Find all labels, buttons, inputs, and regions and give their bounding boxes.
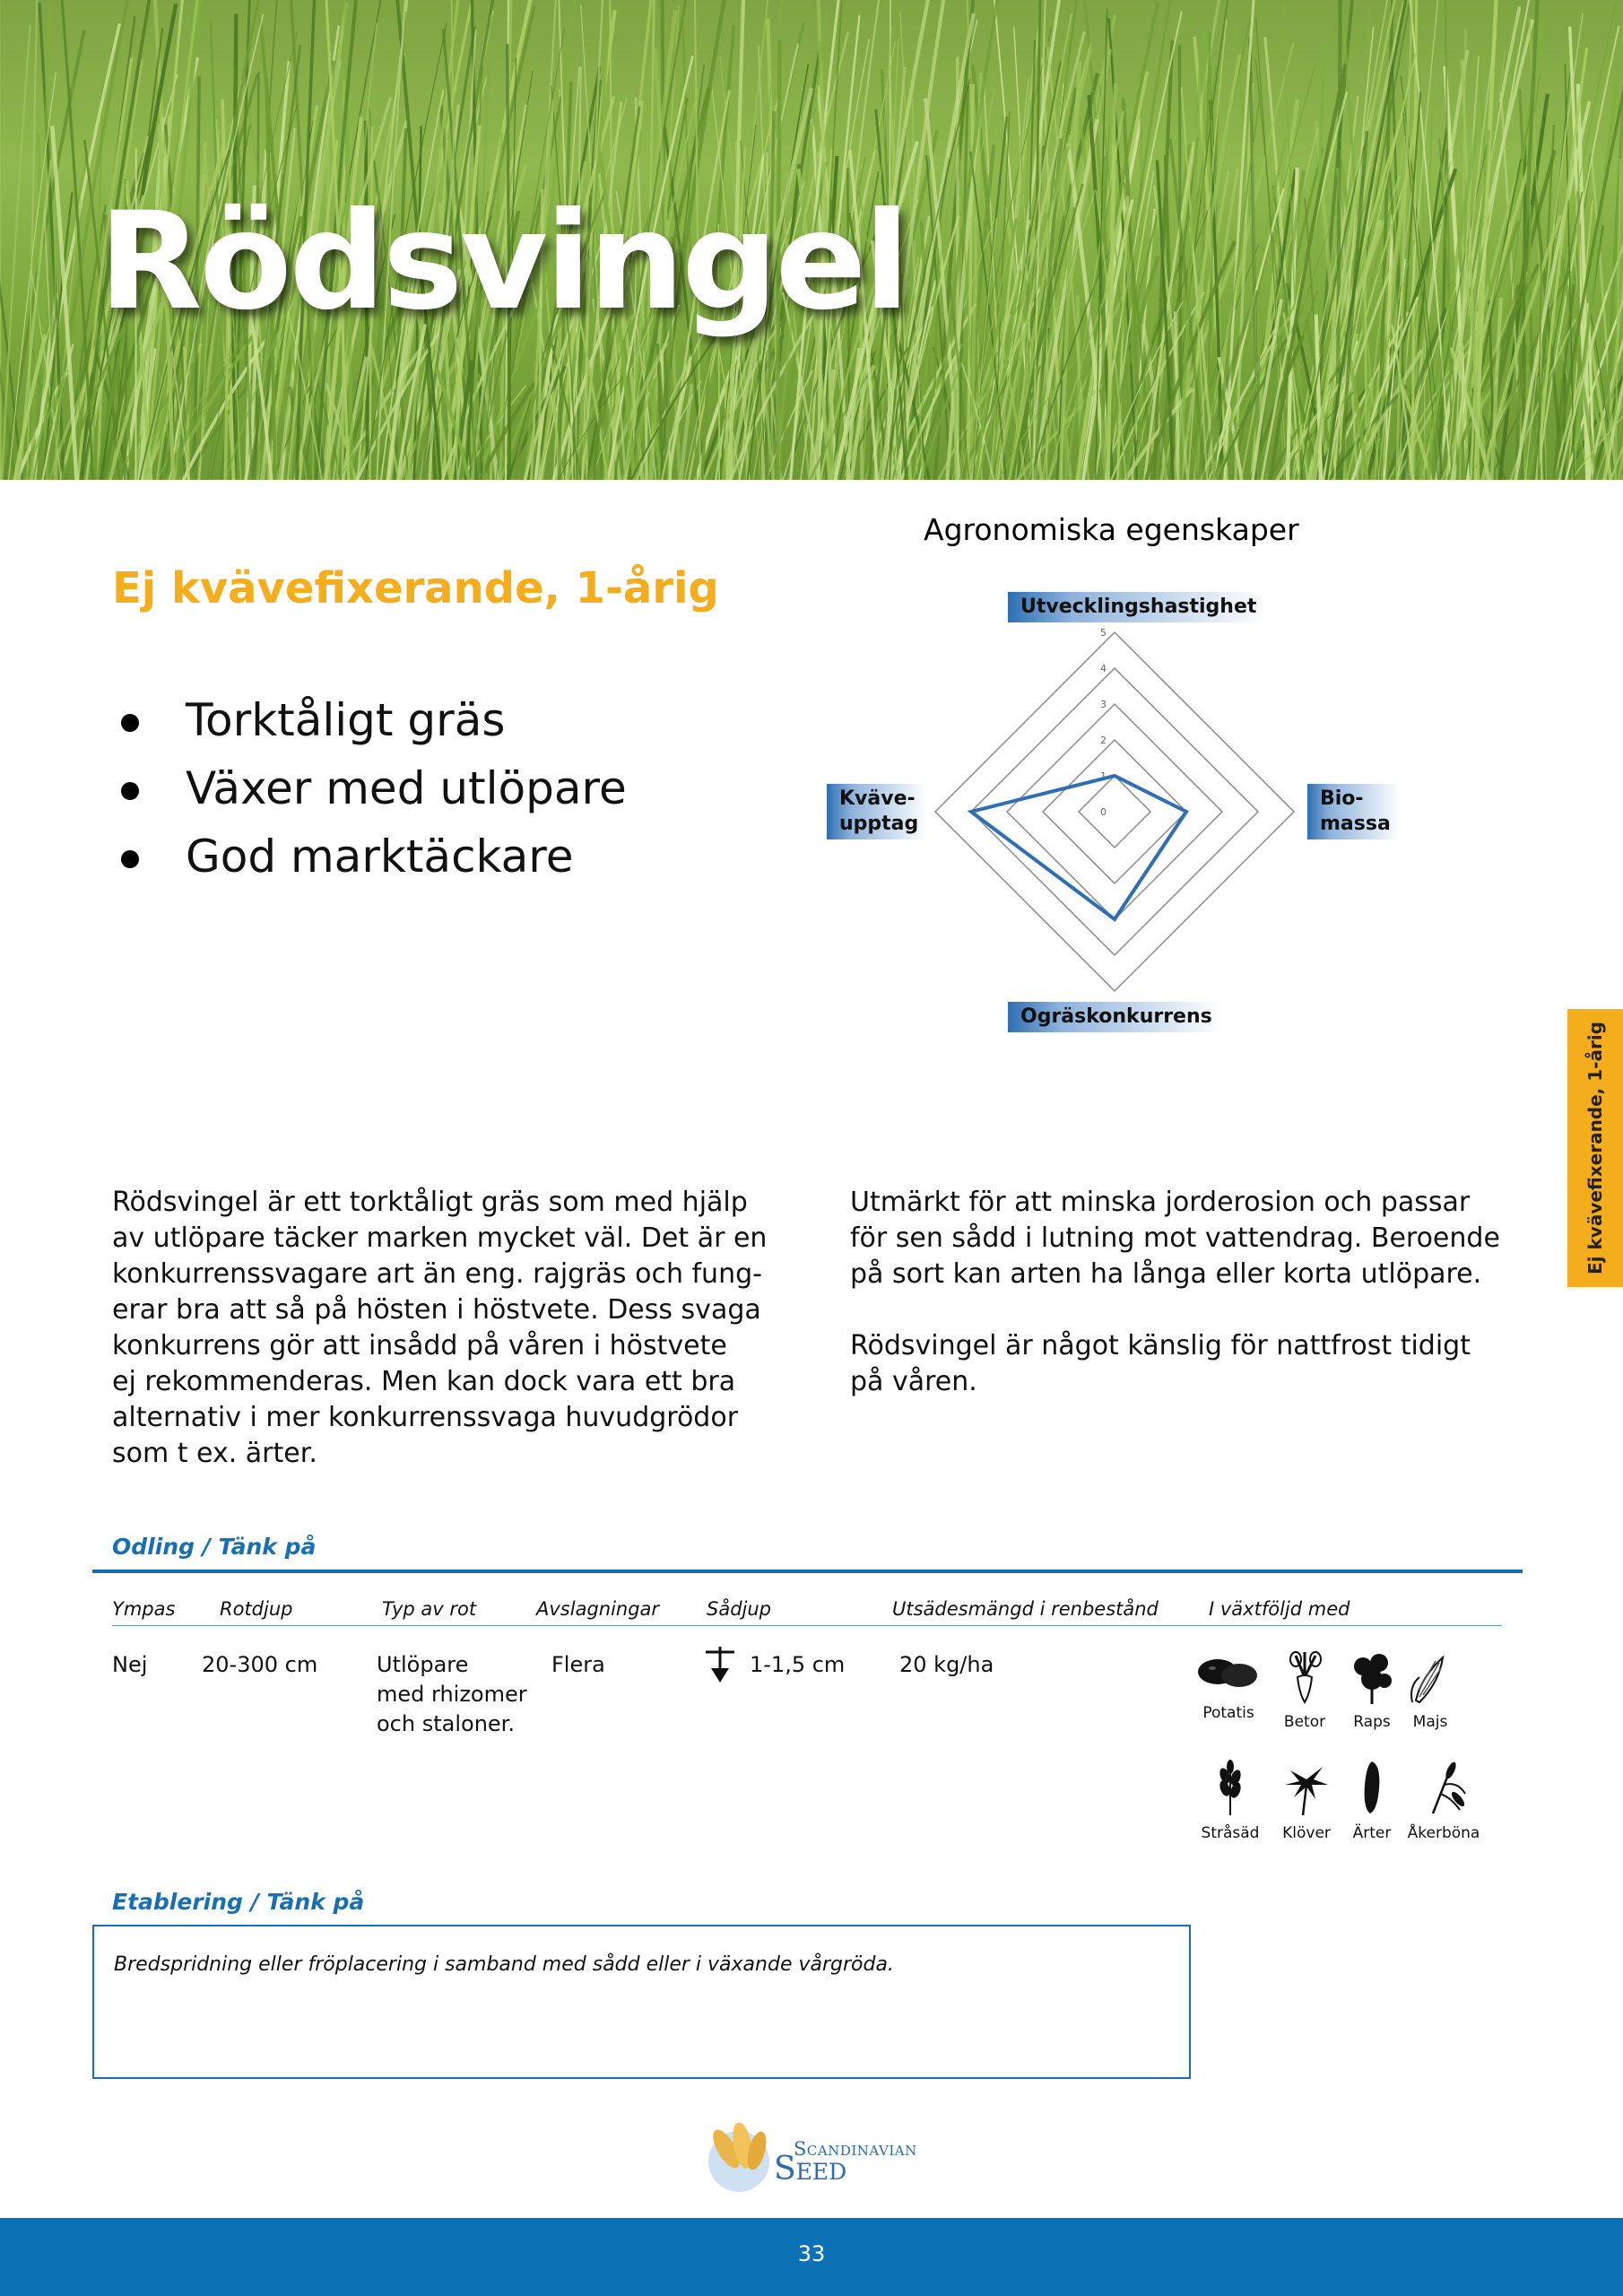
text-line: alternativ i mer konkurrenssvaga huvudgrödor — [112, 1402, 739, 1433]
text-line: och staloner. — [377, 1711, 515, 1736]
feature-item: God marktäckare — [112, 822, 627, 891]
axis-label-top: Utvecklingshastighet — [1008, 592, 1265, 622]
feature-item: Torktåligt gräs — [112, 686, 627, 754]
section-divider — [92, 1570, 1523, 1573]
radar-tick-label: 5 — [1100, 627, 1107, 639]
axis-label-bottom: Ogräskonkurrens — [1008, 1002, 1221, 1032]
text-line: på våren. — [850, 1366, 977, 1397]
axis-label-left — [827, 784, 927, 839]
axis-label-left-line2: upptag — [839, 813, 919, 835]
wheat-logo-icon — [699, 2115, 780, 2196]
beet-icon — [1278, 1650, 1332, 1706]
feature-list — [112, 686, 627, 891]
radar-grid-ring — [935, 632, 1294, 991]
crop-label: Majs — [1412, 1713, 1448, 1731]
axis-label-right-line1: Bio- — [1320, 787, 1364, 810]
crop-arter — [1332, 1758, 1412, 1842]
side-tab-label: Ej kvävefixerande, 1-årig — [1584, 1022, 1606, 1274]
grass-blade — [1103, 156, 1105, 480]
crop-label: Raps — [1353, 1713, 1391, 1731]
radar-tick-label: 1 — [1100, 770, 1107, 782]
etablering-box — [92, 1925, 1191, 2079]
crop-label: Ärter — [1352, 1824, 1392, 1842]
text-line: Rödsvingel är ett torktåligt gräs som med hjälp — [112, 1187, 748, 1218]
value-utsadesmangd: 20 kg/ha — [899, 1652, 994, 1677]
col-sadjup: Sådjup — [707, 1598, 772, 1620]
radar-tick-label: 3 — [1100, 699, 1107, 710]
footer-bar — [0, 2218, 1623, 2296]
odling-title: Odling / Tänk på — [112, 1534, 317, 1560]
page-number: 33 — [797, 2241, 826, 2266]
pea-pod-icon — [1345, 1758, 1399, 1817]
col-vaxtfoljd: I växtföljd med — [1209, 1598, 1350, 1620]
grain-icon — [1203, 1758, 1257, 1817]
text-line: som t ex. ärter. — [112, 1438, 317, 1469]
table-header-rule — [112, 1625, 1502, 1626]
feature-item: Växer med utlöpare — [112, 754, 627, 822]
crop-label: Betor — [1283, 1713, 1326, 1731]
col-rotdjup: Rotdjup — [220, 1598, 293, 1620]
field-bean-icon — [1417, 1758, 1471, 1817]
crop-akerbona — [1403, 1758, 1484, 1842]
radar-grid — [935, 632, 1294, 991]
etablering-text: Bredspridning eller fröplacering i samband med sådd eller i växande vårgröda. — [114, 1953, 894, 1976]
crop-label: Potatis — [1202, 1704, 1254, 1722]
text-line: på sort kan arten ha långa eller korta utlöpare. — [850, 1258, 1482, 1290]
radar-tick-label: 4 — [1100, 663, 1107, 674]
col-typ-av-rot: Typ av rot — [382, 1598, 477, 1620]
text-line: Utmärkt för att minska jorderosion och passar — [850, 1187, 1471, 1218]
value-ympas: Nej — [112, 1652, 148, 1677]
side-tab — [1567, 1009, 1623, 1287]
etablering-title: Etablering / Tänk på — [112, 1889, 365, 1915]
logo-line2: Seed — [774, 2151, 847, 2187]
grass-blade — [1258, 357, 1259, 480]
axis-label-left-line1: Kväve- — [839, 787, 916, 810]
text-line: konkurrenssvagare art än eng. rajgräs och fung- — [112, 1258, 762, 1290]
value-avslagningar: Flera — [551, 1652, 605, 1677]
text-line: Rödsvingel är något känslig för nattfrost tidigt — [850, 1330, 1471, 1361]
radar-tick-label: 2 — [1100, 735, 1107, 746]
radar-tick-label: 0 — [1100, 806, 1107, 818]
crop-label: Stråsäd — [1201, 1824, 1260, 1842]
crop-strasad — [1190, 1758, 1271, 1842]
subtitle: Ej kvävefixerande, 1-årig — [112, 563, 719, 613]
text-line: med rhizomer — [377, 1682, 527, 1707]
seed-depth-arrow-icon — [702, 1647, 738, 1686]
value-rotdjup: 20-300 cm — [202, 1652, 318, 1677]
logo-line1: Scandinavian — [794, 2138, 917, 2160]
body-left — [112, 1185, 767, 1472]
col-utsadesmangd: Utsädesmängd i renbestånd — [892, 1598, 1159, 1620]
potato-icon — [1193, 1650, 1264, 1697]
clover-icon — [1280, 1758, 1333, 1817]
text-line: konkurrens gör att insådd på våren i höstvete — [112, 1330, 727, 1361]
scandinavian-seed-logo — [699, 2115, 933, 2196]
text-line: erar bra att så på hösten i höstvete. Dess svaga — [112, 1294, 761, 1326]
paragraph-gap — [850, 1292, 1500, 1328]
text-line: av utlöpare täcker marken mycket väl. Det är en — [112, 1222, 768, 1254]
corn-icon — [1403, 1650, 1457, 1706]
page-title: Rödsvingel — [99, 184, 907, 340]
text-line: Utlöpare — [377, 1652, 469, 1677]
crop-label: Klöver — [1282, 1824, 1331, 1842]
radar-grid-ring — [971, 668, 1258, 955]
crop-label: Åkerböna — [1407, 1824, 1480, 1842]
col-ympas: Ympas — [112, 1598, 176, 1620]
text-line: ej rekommenderas. Men kan dock vara ett bra — [112, 1366, 736, 1397]
crop-potatis — [1188, 1650, 1269, 1722]
crop-majs — [1390, 1650, 1471, 1731]
radar-grid-ring — [1007, 704, 1222, 919]
axis-label-right — [1307, 784, 1400, 839]
col-avslagningar: Avslagningar — [536, 1598, 660, 1620]
axis-label-right-line2: massa — [1320, 813, 1391, 835]
body-right — [850, 1185, 1500, 1400]
chart-title: Agronomiska egenskaper — [924, 512, 1299, 547]
radar-grid-ring — [1043, 740, 1186, 883]
value-sadjup: 1-1,5 cm — [750, 1652, 846, 1677]
header-banner — [0, 0, 1623, 480]
value-typ-av-rot — [377, 1650, 527, 1739]
text-line: för sen sådd i lutning mot vattendrag. Beroende — [850, 1222, 1500, 1254]
